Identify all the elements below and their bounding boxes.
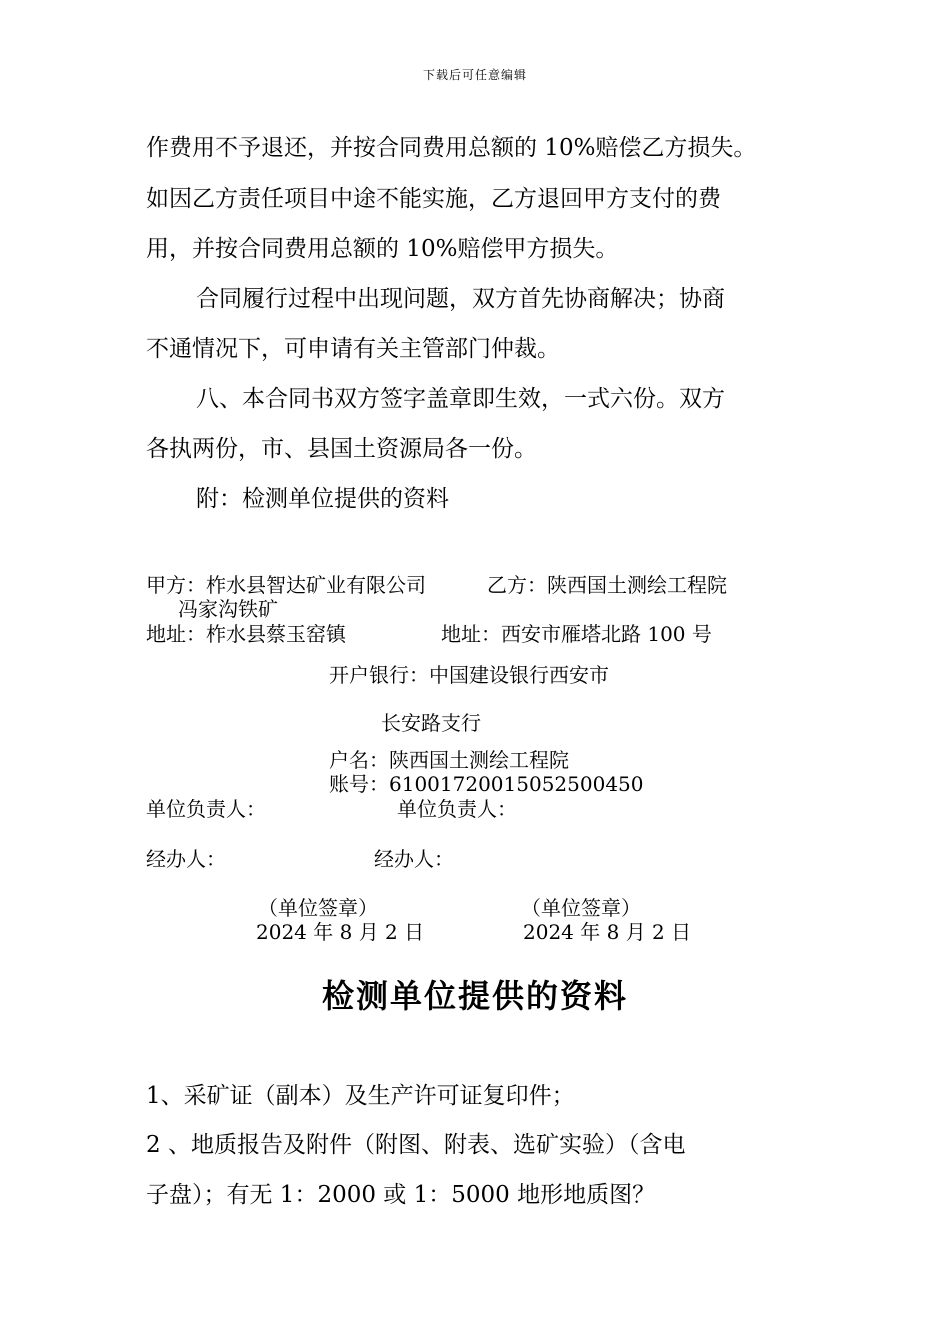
party-a-name-cont: 冯家沟铁矿 [178, 597, 278, 621]
paragraph-line: 作费用不予退还，并按合同费用总额的 10%赔偿乙方损失。 [146, 135, 757, 161]
party-b-name: 乙方：陕西国土测绘工程院 [487, 573, 727, 597]
paragraph-line: 如因乙方责任项目中途不能实施，乙方退回甲方支付的费 [146, 186, 721, 212]
account-number: 账号：61001720015052500450 [329, 772, 644, 796]
party-a-handler: 经办人： [146, 847, 226, 871]
bank-line: 开户银行：中国建设银行西安市 [329, 663, 609, 687]
attachment-note: 附：检测单位提供的资料 [196, 486, 449, 512]
bank-line: 长安路支行 [381, 711, 481, 735]
paragraph-line: 合同履行过程中出现问题，双方首先协商解决；协商 [196, 286, 725, 312]
account-name: 户名：陕西国土测绘工程院 [329, 748, 569, 772]
section-title: 检测单位提供的资料 [321, 977, 628, 1015]
header-note: 下载后可任意编辑 [422, 68, 527, 82]
paragraph-line: 八、本合同书双方签字盖章即生效，一式六份。双方 [196, 386, 725, 412]
party-b-seal: （单位签章） [521, 896, 641, 920]
party-b-handler: 经办人： [374, 847, 454, 871]
party-a-address: 地址：柞水县蔡玉窑镇 [146, 622, 346, 646]
party-b-date: 2024 年 8 月 2 日 [523, 920, 692, 944]
party-a-name: 甲方：柞水县智达矿业有限公司 [146, 573, 426, 597]
party-a-date: 2024 年 8 月 2 日 [256, 920, 425, 944]
list-item: 子盘）；有无 1：2000 或 1：5000 地形地质图？ [146, 1182, 656, 1208]
paragraph-line: 不通情况下，可申请有关主管部门仲裁。 [146, 336, 560, 362]
paragraph-line: 各执两份，市、县国土资源局各一份。 [146, 436, 537, 462]
list-item: 1、采矿证（副本）及生产许可证复印件； [146, 1083, 575, 1109]
party-b-address: 地址：西安市雁塔北路 100 号 [441, 622, 712, 646]
party-b-leader: 单位负责人： [397, 797, 517, 821]
paragraph-line: 用，并按合同费用总额的 10%赔偿甲方损失。 [146, 236, 619, 262]
party-a-leader: 单位负责人： [146, 797, 266, 821]
party-a-seal: （单位签章） [258, 896, 378, 920]
list-item: 2 、地质报告及附件（附图、附表、选矿实验）（含电 [146, 1132, 686, 1158]
